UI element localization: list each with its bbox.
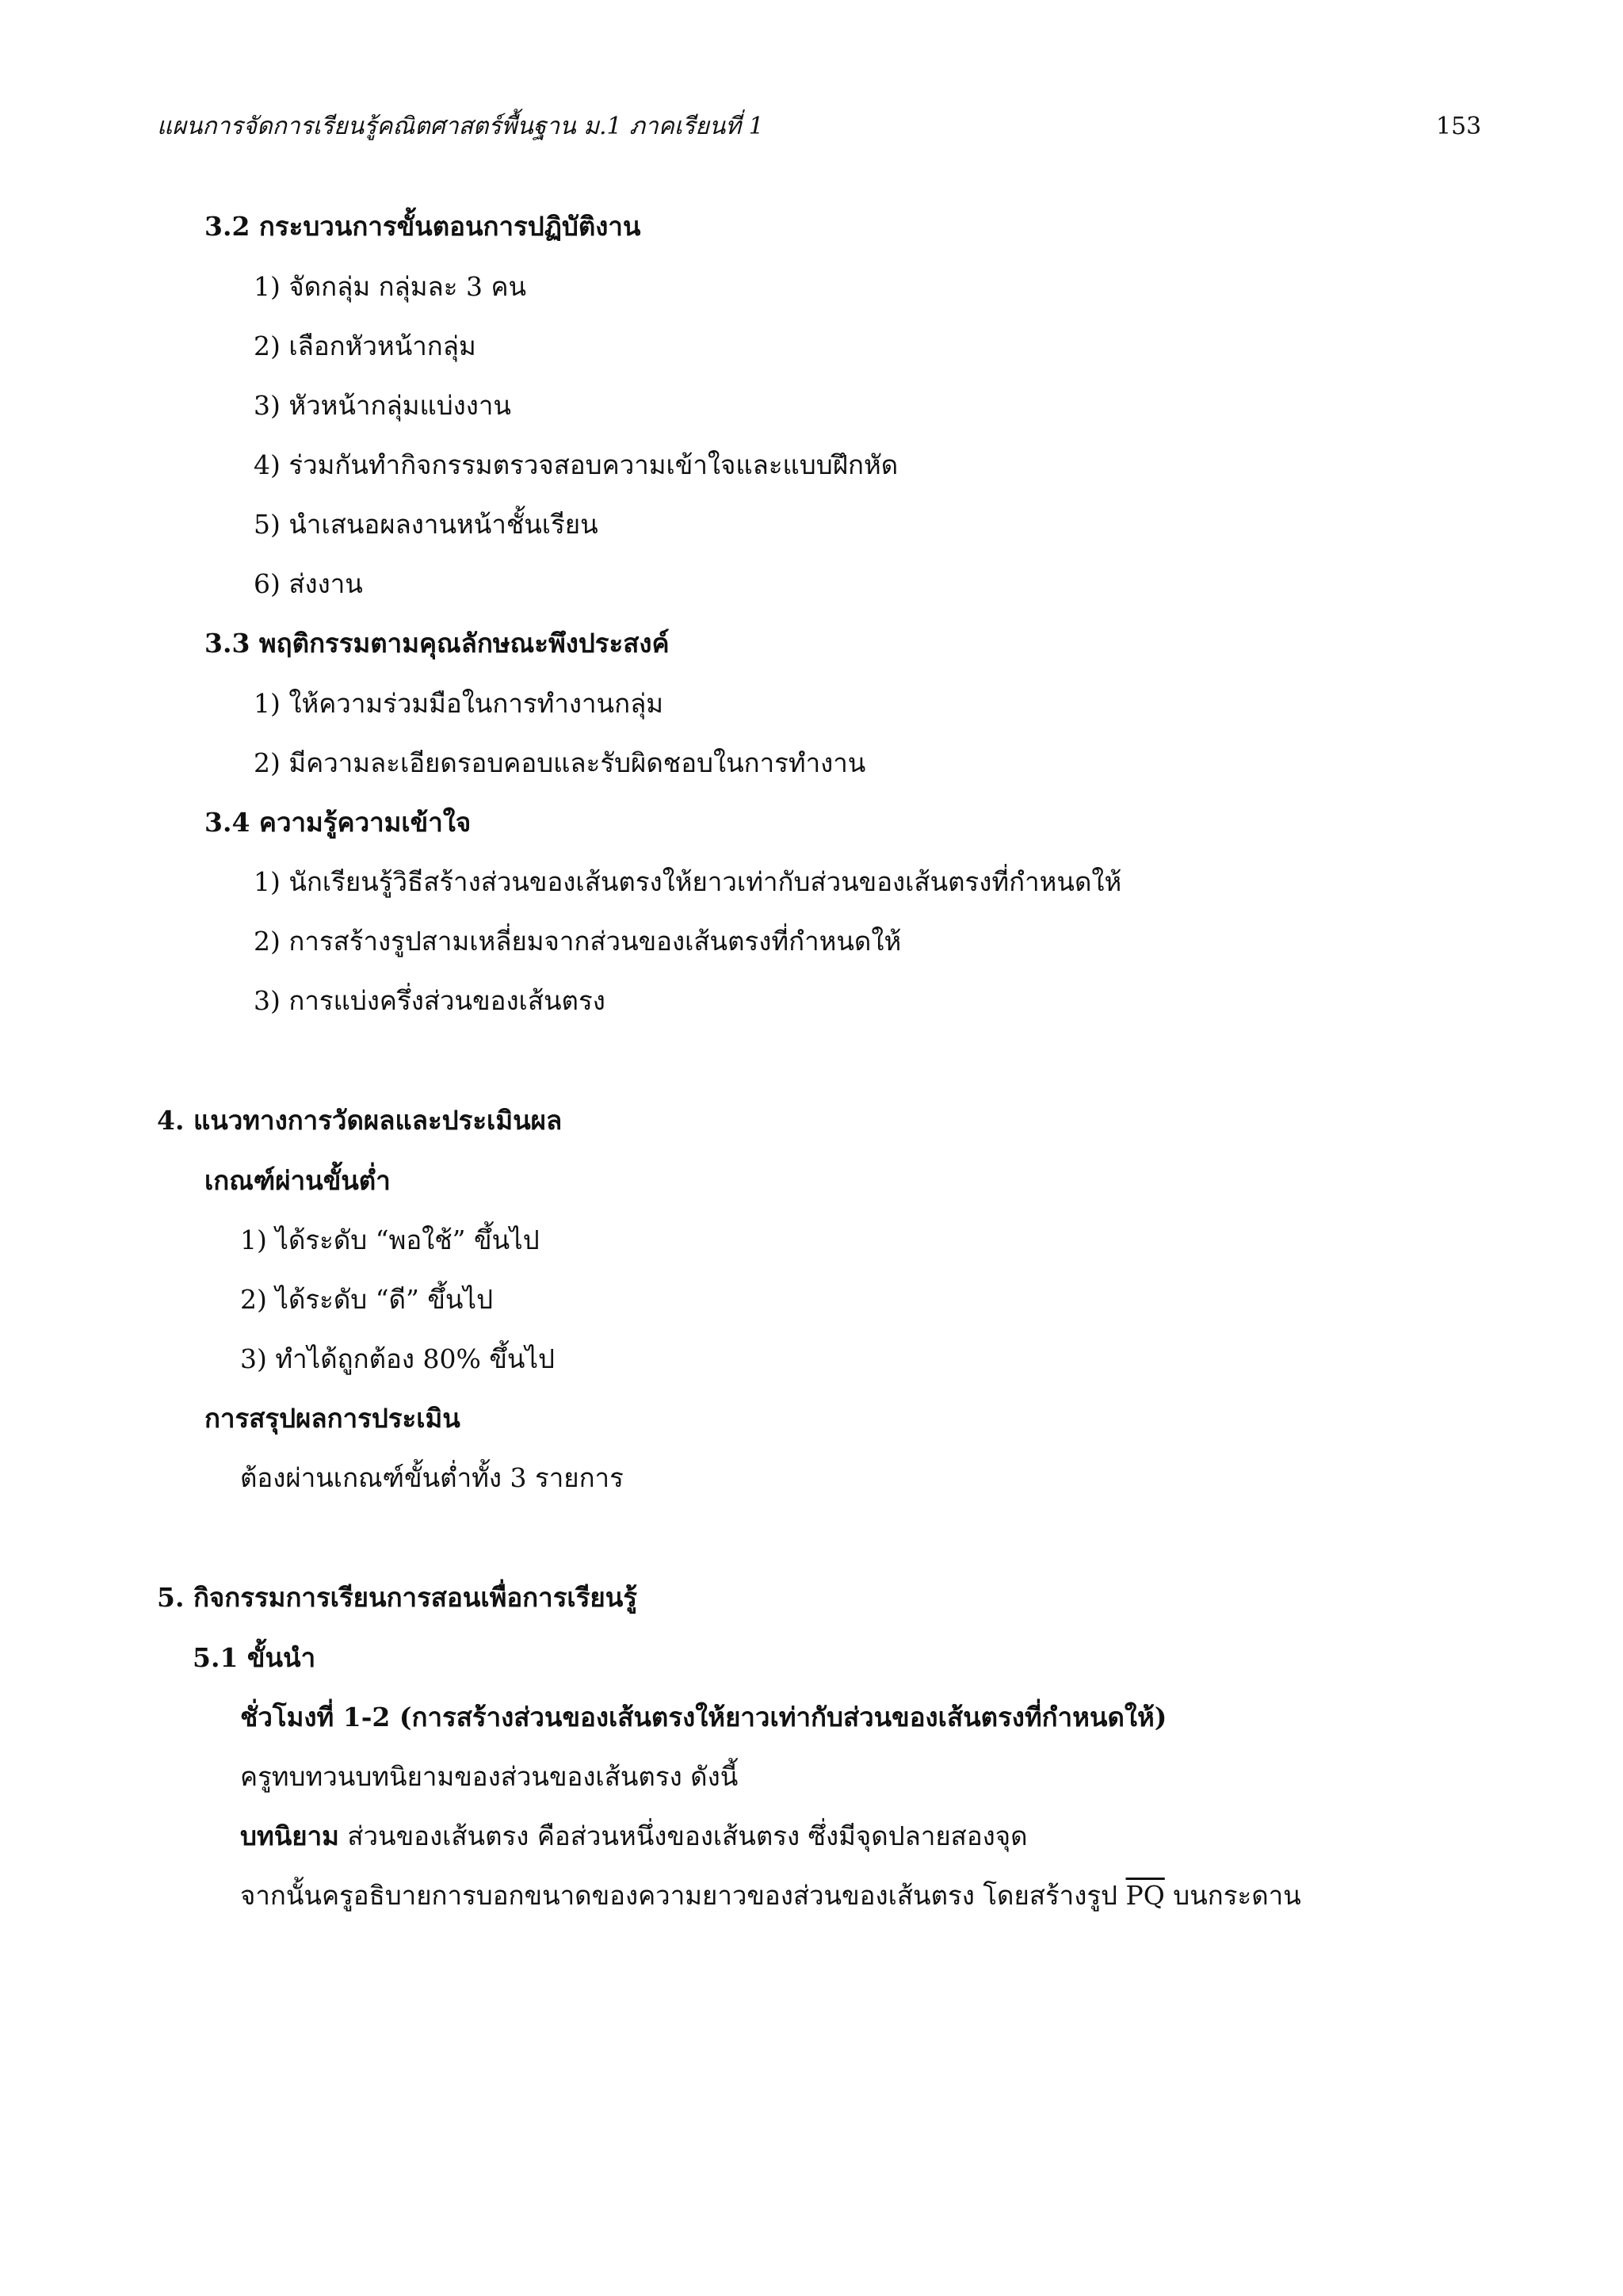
running-header: แผนการจัดการเรียนรู้คณิตศาสตร์พื้นฐาน ม.1 ภาคเรียนที่ 1: [157, 113, 764, 140]
list-item: 6) ส่งงาน: [254, 568, 363, 599]
list-item: 2) การสร้างรูปสามเหลี่ยมจากส่วนของเส้นตรงที่กำหนดให้: [254, 926, 902, 957]
definition-label: บทนิยาม: [240, 1820, 339, 1851]
definition-line: [240, 1817, 1028, 1856]
list-item: 1) จัดกลุ่ม กลุ่มละ 3 คน: [254, 271, 527, 302]
review-text: ครูทบทวนบทนิยามของส่วนของเส้นตรง ดังนี้: [240, 1761, 739, 1792]
list-item: 1) ให้ความร่วมมือในการทำงานกลุ่ม: [254, 688, 664, 719]
explain-line: [240, 1876, 1301, 1916]
list-item: 2) มีความละเอียดรอบคอบและรับผิดชอบในการทำงาน: [254, 747, 866, 778]
list-item: 4) ร่วมกันทำกิจกรรมตรวจสอบความเข้าใจและแบบฝึกหัด: [254, 449, 899, 480]
list-item: 3) หัวหน้ากลุ่มแบ่งงาน: [254, 390, 511, 421]
explain-text-end: บนกระดาน: [1164, 1880, 1301, 1911]
list-item: 1) นักเรียนรู้วิธีสร้างส่วนของเส้นตรงให้ยาวเท่ากับส่วนของเส้นตรงที่กำหนดให้: [254, 866, 1122, 897]
section-heading-3-4: 3.4 ความรู้ความเข้าใจ: [204, 807, 472, 838]
summary-text: ต้องผ่านเกณฑ์ขั้นต่ำทั้ง 3 รายการ: [240, 1462, 624, 1493]
criteria-heading: เกณฑ์ผ่านขั้นต่ำ: [204, 1165, 391, 1196]
criteria-item: 1) ได้ระดับ “พอใช้” ขึ้นไป: [240, 1224, 540, 1255]
criteria-item: 2) ได้ระดับ “ดี” ขึ้นไป: [240, 1284, 494, 1315]
summary-heading: การสรุปผลการประเมิน: [204, 1403, 460, 1434]
list-item: 2) เลือกหัวหน้ากลุ่ม: [254, 330, 476, 361]
section-heading-3-3: 3.3 พฤติกรรมตามคุณลักษณะพึงประสงค์: [204, 628, 670, 659]
section-heading-3-2: 3.2 กระบวนการขั้นตอนการปฏิบัติงาน: [204, 211, 641, 242]
list-item: 5) นำเสนอผลงานหน้าชั้นเรียน: [254, 509, 598, 540]
sub-heading-5-1: 5.1 ขั้นนำ: [193, 1642, 316, 1673]
period-heading: ชั่วโมงที่ 1-2 (การสร้างส่วนของเส้นตรงให้ยาวเท่ากับส่วนของเส้นตรงที่กำหนดให้): [240, 1702, 1167, 1733]
section-heading-5: 5. กิจกรรมการเรียนการสอนเพื่อการเรียนรู้: [157, 1582, 638, 1613]
page-number: 153: [1436, 113, 1482, 140]
criteria-item: 3) ทำได้ถูกต้อง 80% ขึ้นไป: [240, 1343, 555, 1374]
list-item: 3) การแบ่งครึ่งส่วนของเส้นตรง: [254, 985, 605, 1016]
section-heading-4: 4. แนวทางการวัดผลและประเมินผล: [157, 1105, 563, 1136]
explain-text: จากนั้นครูอธิบายการบอกขนาดของความยาวของส่วนของเส้นตรง โดยสร้างรูป: [240, 1880, 1126, 1911]
definition-text: ส่วนของเส้นตรง คือส่วนหนึ่งของเส้นตรง ซึ่งมีจุดปลายสองจุด: [338, 1820, 1028, 1851]
segment-pq: $\overline{PQ}$: [1125, 1880, 1165, 1911]
